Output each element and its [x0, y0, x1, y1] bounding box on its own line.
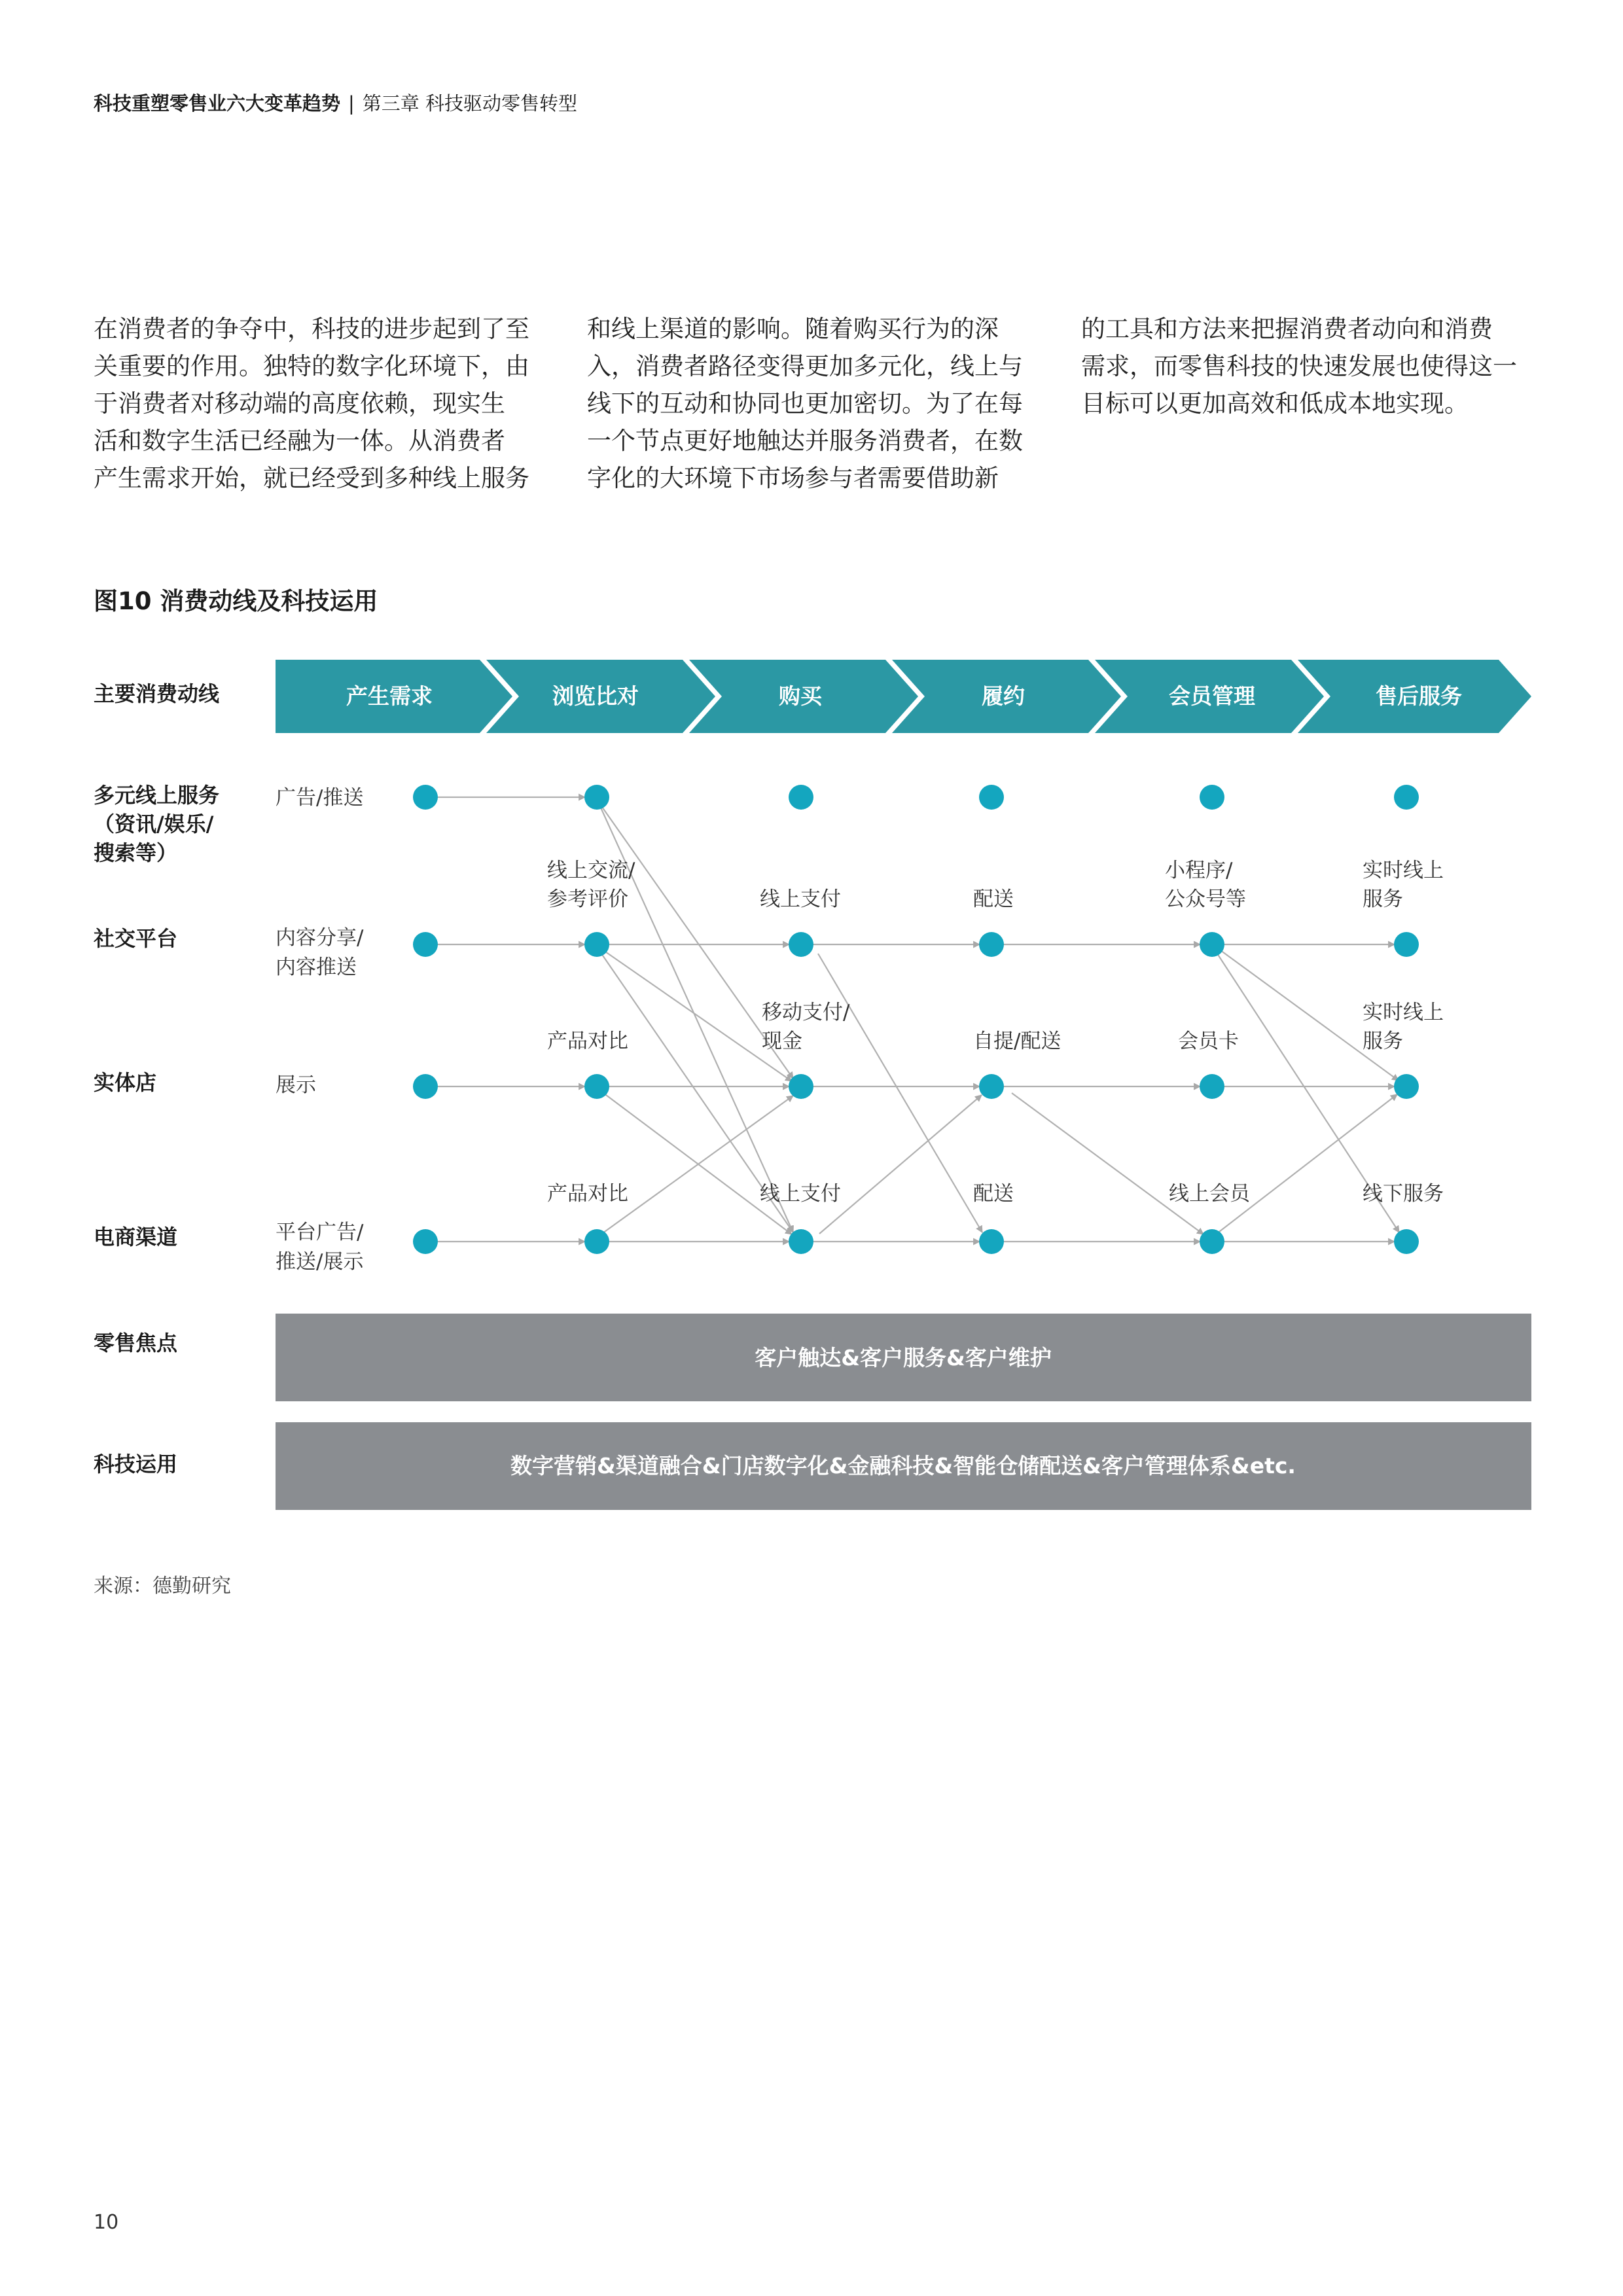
node-label: 线下服务: [1363, 1182, 1444, 1206]
row-label-store: 实体店: [94, 1070, 157, 1095]
node-dot: [1200, 1074, 1224, 1099]
page-number: 10: [94, 2211, 119, 2234]
node-label: 线上支付: [760, 1182, 841, 1206]
stage-label: 浏览比对: [552, 683, 639, 709]
row-label-social: 社交平台: [94, 926, 178, 951]
row-note: 平台广告/: [276, 1221, 364, 1244]
source-note: 来源：德勤研究: [94, 1575, 231, 1598]
node-label: 现金: [762, 1030, 802, 1053]
node-label: 实时线上: [1363, 1001, 1444, 1024]
body-line: 需求，而零售科技的快速发展也使得这一: [1081, 352, 1517, 380]
body-line: 于消费者对移动端的高度依赖，现实生: [94, 389, 505, 418]
body-line: 线下的互动和协同也更加密切。为了在每: [587, 389, 1023, 418]
row-note: 内容分享/: [276, 926, 364, 950]
node-label: 线上支付: [760, 888, 841, 911]
flow-arrow: [603, 1093, 792, 1234]
node-label: 自提/配送: [973, 1030, 1061, 1053]
row-note: 广告/推送: [276, 786, 364, 810]
body-line: 活和数字生活已经融为一体。从消费者: [94, 427, 505, 455]
row-label-journey: 主要消费动线: [94, 681, 220, 706]
body-line: 入，消费者路径变得更加多元化，线上与: [587, 352, 1023, 380]
node-label: 配送: [973, 1182, 1014, 1206]
node-label: 产品对比: [547, 1030, 628, 1053]
node-dot: [979, 1074, 1004, 1099]
node-label: 服务: [1363, 888, 1403, 911]
row-label-line: 多元线上服务: [94, 783, 220, 808]
node-labels: [547, 859, 1444, 1206]
node-dot: [1394, 1074, 1419, 1099]
node-dot: [584, 932, 609, 957]
node-label: 线上交流/: [547, 859, 635, 882]
flow-arrow: [819, 1095, 982, 1234]
node-label: 小程序/: [1165, 859, 1233, 882]
row-label-ecom: 电商渠道: [94, 1225, 178, 1249]
body-line: 关重要的作用。独特的数字化环境下，由: [94, 352, 529, 380]
retail-focus-text: 客户触达&客户服务&客户维护: [755, 1345, 1052, 1371]
row-label-line: （资讯/娱乐/: [94, 812, 214, 836]
body-line: 目标可以更加高效和低成本地实现。: [1081, 389, 1469, 418]
node-dot: [1200, 785, 1224, 810]
body-line: 和线上渠道的影响。随着购买行为的深: [587, 315, 999, 343]
tech-application-text: 数字营销&渠道融合&门店数字化&金融科技&智能仓储配送&客户管理体系&etc.: [510, 1453, 1296, 1479]
flow-arrow: [603, 1096, 793, 1233]
stage-label: 产生需求: [346, 683, 433, 709]
row-label-tech: 科技运用: [94, 1452, 178, 1477]
node-dot: [413, 1229, 438, 1254]
body-line: 在消费者的争夺中，科技的进步起到了至: [94, 315, 529, 343]
node-dot: [979, 932, 1004, 957]
node-dot: [789, 932, 813, 957]
journey-chevrons: [276, 660, 1531, 733]
node-dot: [584, 1229, 609, 1254]
figure-title: 图10 消费动线及科技运用: [94, 587, 378, 615]
node-label: 线上会员: [1169, 1182, 1250, 1206]
node-dot: [413, 932, 438, 957]
flow-arrow: [818, 954, 982, 1232]
body-line: 一个节点更好地触达并服务消费者，在数: [587, 427, 1023, 455]
row-note: 内容推送: [276, 956, 357, 979]
stage-label: 购买: [779, 683, 822, 709]
flow-arrow: [1217, 1094, 1397, 1234]
node-dot: [1200, 932, 1224, 957]
node-label: 移动支付/: [762, 1001, 850, 1024]
row-note: 展示: [276, 1073, 316, 1097]
node-label: 配送: [973, 888, 1014, 911]
node-dot: [1394, 1229, 1419, 1254]
node-dot: [1200, 1229, 1224, 1254]
body-line: 的工具和方法来把握消费者动向和消费: [1081, 315, 1493, 343]
body-line: 产生需求开始，就已经受到多种线上服务: [94, 464, 529, 492]
chapter-title: 第三章 科技驱动零售转型: [362, 92, 578, 115]
node-label: 产品对比: [547, 1182, 628, 1206]
node-dot: [584, 1074, 609, 1099]
stage-label: 履约: [982, 683, 1025, 709]
row-label-focus: 零售焦点: [94, 1331, 178, 1355]
node-dot: [789, 1074, 813, 1099]
node-dot: [413, 785, 438, 810]
node-label: 实时线上: [1363, 859, 1444, 882]
node-dot: [1394, 932, 1419, 957]
row-label-line: 搜索等）: [94, 840, 178, 865]
body-line: 字化的大环境下市场参与者需要借助新: [587, 464, 999, 492]
row-note: 推送/展示: [276, 1250, 364, 1274]
node-dot: [584, 785, 609, 810]
node-dot: [789, 785, 813, 810]
node-label: 公众号等: [1165, 888, 1246, 911]
stage-label: 售后服务: [1376, 683, 1462, 709]
node-dot: [979, 1229, 1004, 1254]
node-dot: [789, 1229, 813, 1254]
flow-arrow: [1012, 1093, 1204, 1234]
node-dot: [979, 785, 1004, 810]
report-title: 科技重塑零售业六大变革趋势: [94, 92, 341, 115]
node-label: 参考评价: [547, 888, 628, 911]
node-dot: [1394, 785, 1419, 810]
row-notes: [276, 786, 364, 1274]
node-dot: [413, 1074, 438, 1099]
node-label: 会员卡: [1178, 1030, 1239, 1053]
stage-label: 会员管理: [1169, 683, 1255, 709]
header-separator: |: [348, 92, 355, 115]
node-label: 服务: [1363, 1030, 1403, 1053]
